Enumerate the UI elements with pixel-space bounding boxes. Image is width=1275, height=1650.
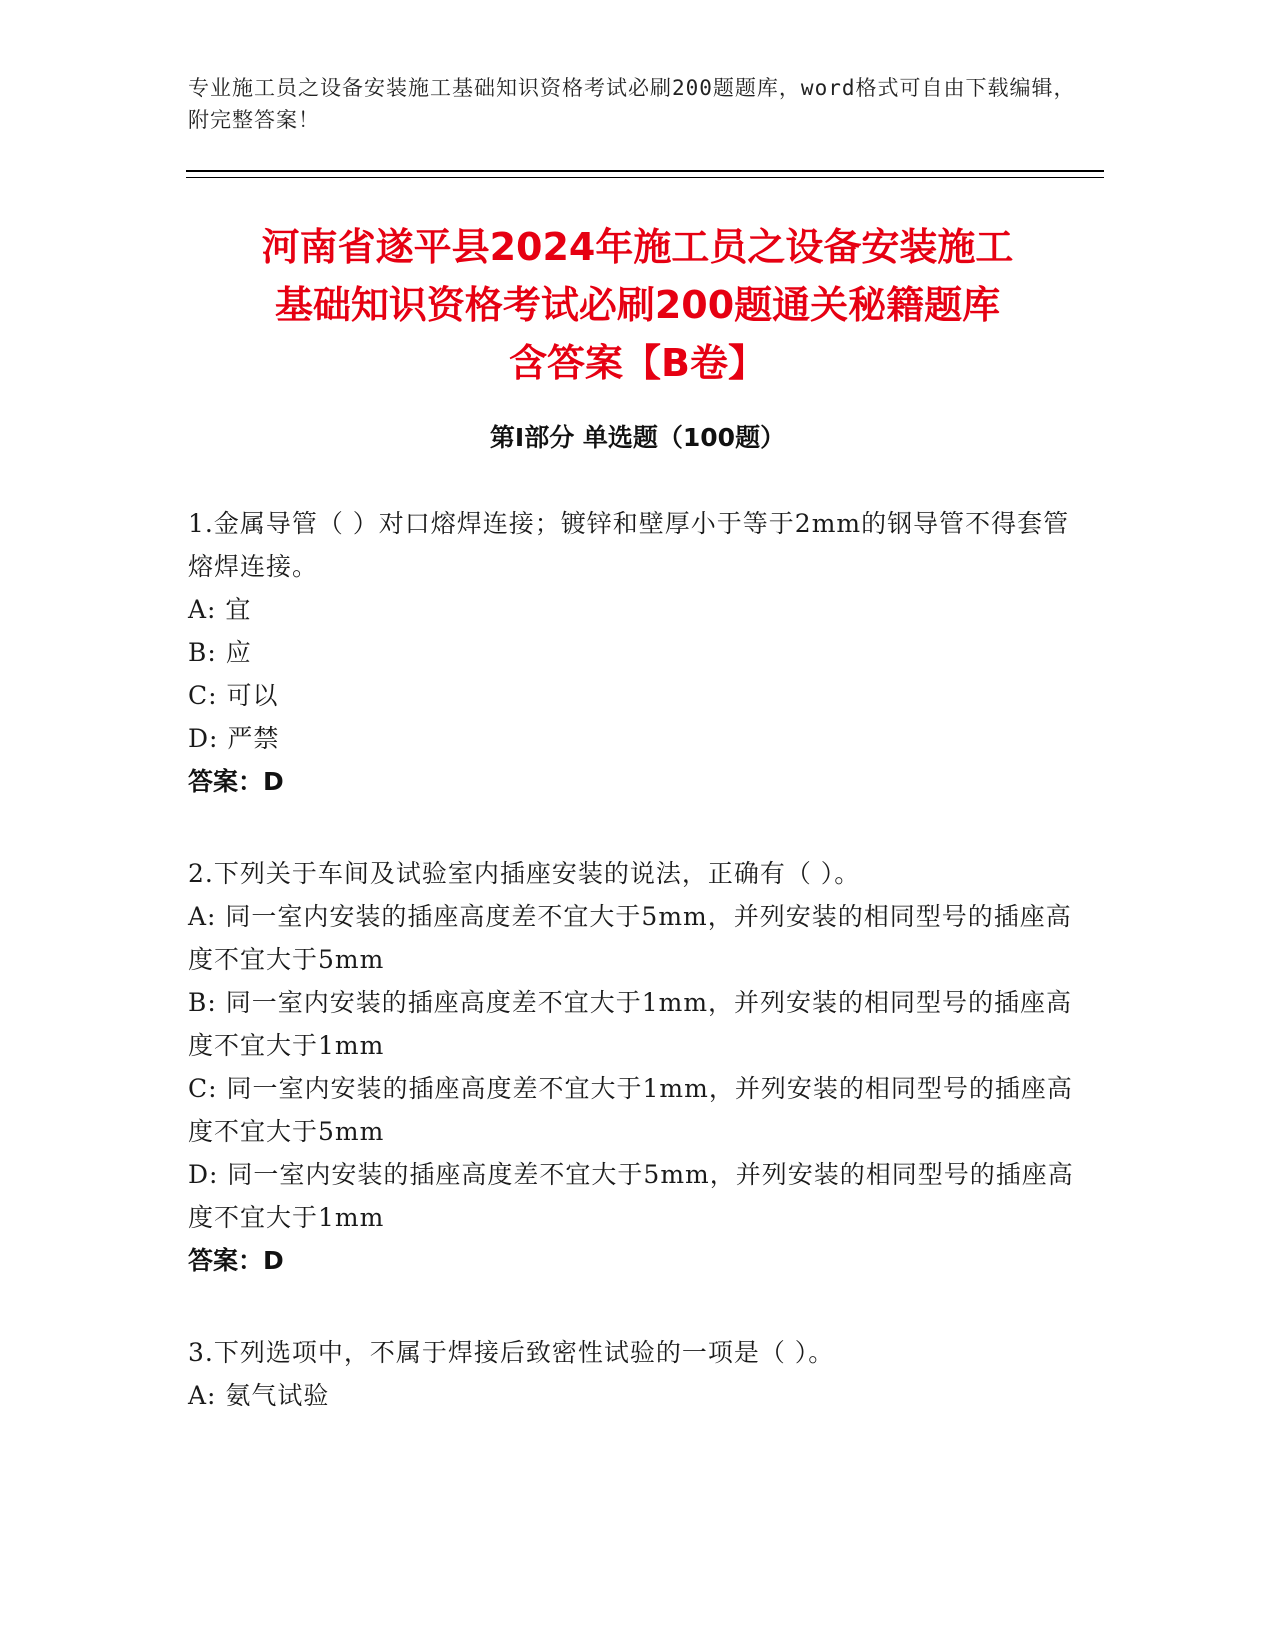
document-title — [150, 218, 1125, 392]
option-a: A: 同一室内安装的插座高度差不宜大于5mm，并列安装的相同型号的插座高度不宜大于5mm — [188, 902, 1072, 974]
option-c: C: 同一室内安装的插座高度差不宜大于1mm，并列安装的相同型号的插座高度不宜大于5mm — [188, 1074, 1073, 1146]
title-line: 基础知识资格考试必刷200题通关秘籍题库 — [274, 283, 1001, 327]
question-stem: 1.金属导管（ ）对口熔焊连接；镀锌和壁厚小于等于2mm的钢导管不得套管熔焊连接。 — [188, 509, 1070, 581]
section-heading: 第Ⅰ部分 单选题（100题） — [489, 423, 786, 452]
option-b: B: 应 — [188, 638, 252, 667]
question-3 — [188, 1331, 1088, 1417]
question-2 — [188, 852, 1088, 1282]
option-a: A: 宜 — [188, 595, 252, 624]
question-stem: 2.下列关于车间及试验室内插座安装的说法，正确有（ ）。 — [188, 859, 861, 888]
option-b: B: 同一室内安装的插座高度差不宜大于1mm，并列安装的相同型号的插座高度不宜大于1mm — [188, 988, 1073, 1060]
title-line: 含答案【B卷】 — [509, 341, 766, 385]
option-d: D: 严禁 — [188, 724, 280, 753]
answer: 答案：D — [188, 1246, 284, 1275]
header-divider-thin — [186, 177, 1104, 178]
option-a: A: 氨气试验 — [188, 1381, 330, 1410]
intro-text: 专业施工员之设备安装施工基础知识资格考试必刷200题题库，word格式可自由下载编辑，附完整答案！ — [188, 76, 1076, 132]
option-c: C: 可以 — [188, 681, 279, 710]
question-1 — [188, 502, 1088, 803]
option-d: D: 同一室内安装的插座高度差不宜大于5mm，并列安装的相同型号的插座高度不宜大于1mm — [188, 1160, 1074, 1232]
answer: 答案：D — [188, 767, 284, 796]
title-line: 河南省遂平县2024年施工员之设备安装施工 — [261, 225, 1014, 269]
question-stem: 3.下列选项中，不属于焊接后致密性试验的一项是（ ）。 — [188, 1338, 835, 1367]
header-divider — [186, 170, 1104, 172]
